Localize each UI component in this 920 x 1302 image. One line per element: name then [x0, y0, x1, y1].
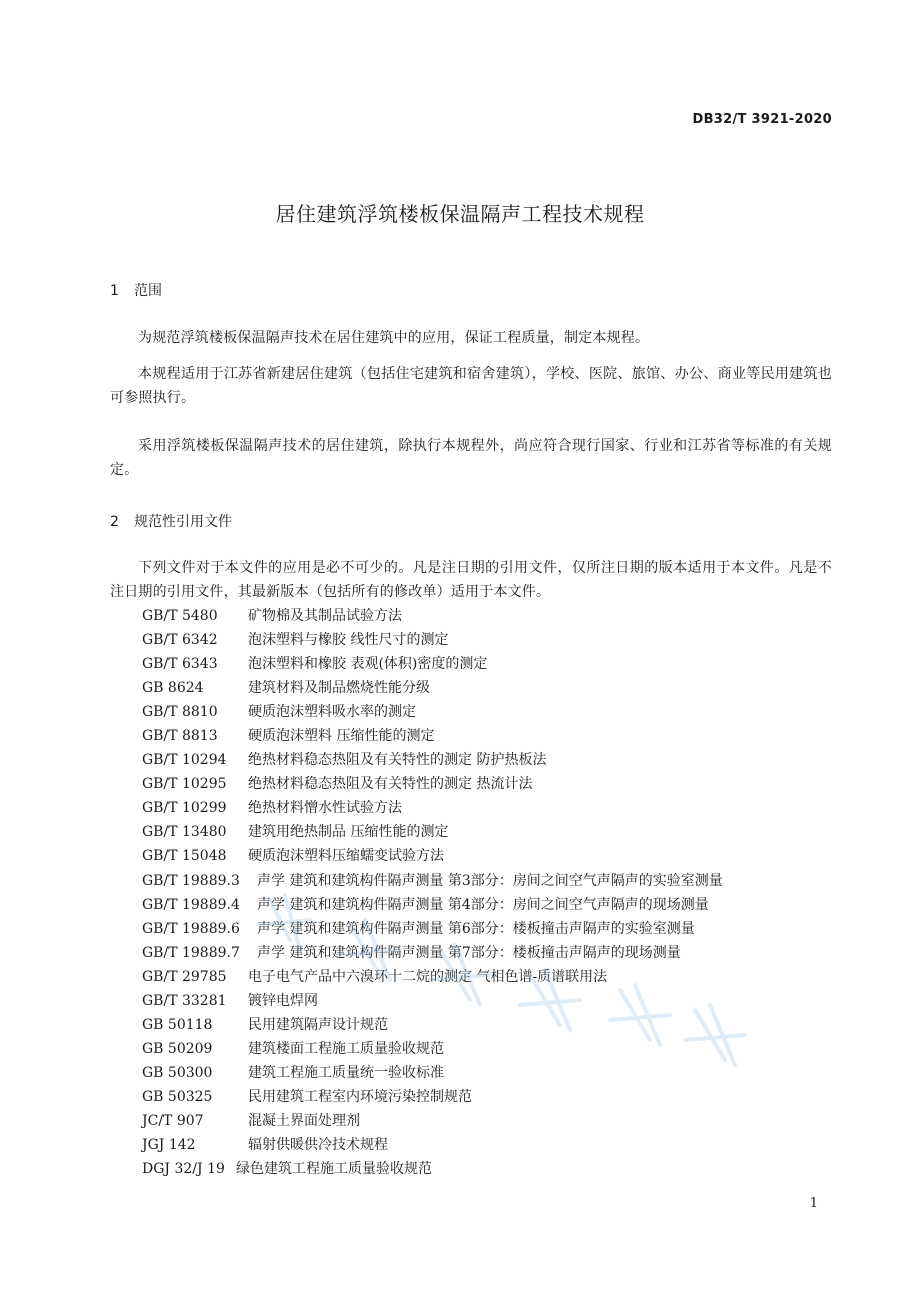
- reference-code: GB 50325: [142, 1088, 213, 1105]
- reference-code: DGJ 32/J 19: [142, 1161, 225, 1178]
- scope-paragraph-1: 为规范浮筑楼板保温隔声技术在居住建筑中的应用，保证工程质量，制定本规程。: [138, 330, 650, 346]
- reference-item: [142, 1061, 723, 1085]
- reference-item: [142, 1109, 723, 1133]
- section-2-title: 规范性引用文件: [134, 514, 232, 530]
- reference-item: [142, 1085, 723, 1109]
- page-number: 1: [809, 1196, 818, 1211]
- reference-item: [142, 676, 723, 700]
- reference-item: [142, 604, 723, 628]
- reference-item: [142, 1013, 723, 1037]
- document-title: 居住建筑浮筑楼板保温隔声工程技术规程: [275, 202, 645, 226]
- reference-item: [142, 1133, 723, 1157]
- reference-code: GB/T 6343: [142, 656, 218, 673]
- reference-item: [142, 652, 723, 676]
- reference-name: 硬质泡沫塑料 压缩性能的测定: [248, 728, 435, 745]
- reference-code: JC/T 907: [142, 1112, 204, 1129]
- reference-code: GB 50118: [142, 1016, 213, 1033]
- reference-item: [142, 772, 723, 796]
- reference-name: 绝热材料稳态热阻及有关特性的测定 热流计法: [248, 776, 533, 793]
- reference-code: GB/T 33281: [142, 992, 227, 1009]
- section-2-number: 2: [110, 514, 119, 530]
- reference-code: GB 50209: [142, 1040, 213, 1057]
- reference-name: 绿色建筑工程施工质量验收规范: [236, 1161, 432, 1178]
- reference-list: [142, 604, 723, 1181]
- standard-code: DB32/T 3921-2020: [692, 112, 832, 127]
- reference-code: GB/T 19889.4: [142, 896, 240, 913]
- reference-name: 民用建筑隔声设计规范: [248, 1016, 388, 1033]
- reference-item: [142, 796, 723, 820]
- references-intro: 下列文件对于本文件的应用是必不可少的。凡是注日期的引用文件，仅所注日期的版本适用于本文件。凡是不注日期的引用文件，其最新版本（包括所有的修改单）适用于本文件。: [110, 560, 832, 600]
- reference-name: 声学 建筑和建筑构件隔声测量 第3部分：房间之间空气声隔声的实验室测量: [257, 872, 723, 889]
- reference-item: [142, 1037, 723, 1061]
- reference-name: 建筑材料及制品燃烧性能分级: [248, 680, 430, 697]
- reference-code: JGJ 142: [142, 1137, 196, 1154]
- reference-name: 建筑用绝热制品 压缩性能的测定: [248, 824, 449, 841]
- reference-name: 建筑工程施工质量统一验收标准: [248, 1064, 444, 1081]
- reference-code: GB/T 10295: [142, 776, 227, 793]
- reference-code: GB/T 13480: [142, 824, 227, 841]
- reference-code: GB/T 10294: [142, 752, 227, 769]
- reference-code: GB/T 15048: [142, 848, 227, 865]
- reference-name: 民用建筑工程室内环境污染控制规范: [248, 1088, 472, 1105]
- reference-item: [142, 748, 723, 772]
- reference-item: [142, 844, 723, 868]
- reference-name: 泡沫塑料与橡胶 线性尺寸的测定: [248, 632, 449, 649]
- reference-item: [142, 724, 723, 748]
- section-1-heading: [110, 280, 162, 300]
- reference-name: 绝热材料稳态热阻及有关特性的测定 防护热板法: [248, 752, 547, 769]
- reference-item: [142, 941, 723, 965]
- reference-item: [142, 700, 723, 724]
- reference-name: 镀锌电焊网: [248, 992, 318, 1009]
- reference-item: [142, 989, 723, 1013]
- reference-code: GB 8624: [142, 680, 204, 697]
- reference-code: GB 50300: [142, 1064, 213, 1081]
- reference-name: 电子电气产品中六溴环十二烷的测定 气相色谱-质谱联用法: [248, 968, 608, 985]
- reference-code: GB/T 6342: [142, 632, 218, 649]
- scope-paragraph-3: 采用浮筑楼板保温隔声技术的居住建筑，除执行本规程外，尚应符合现行国家、行业和江苏省等标准的有关规定。: [110, 438, 832, 478]
- reference-item: [142, 965, 723, 989]
- reference-code: GB/T 8813: [142, 728, 218, 745]
- reference-name: 硬质泡沫塑料吸水率的测定: [248, 704, 416, 721]
- scope-paragraph-2: 本规程适用于江苏省新建居住建筑（包括住宅建筑和宿舍建筑），学校、医院、旅馆、办公、商业等民用建筑也可参照执行。: [110, 366, 832, 406]
- reference-name: 矿物棉及其制品试验方法: [248, 608, 402, 624]
- reference-name: 混凝土界面处理剂: [248, 1112, 360, 1129]
- reference-name: 绝热材料憎水性试验方法: [248, 800, 402, 817]
- section-1-number: 1: [110, 283, 119, 299]
- reference-item: [142, 893, 723, 917]
- section-2-heading: [110, 511, 232, 531]
- section-1-title: 范围: [134, 283, 162, 299]
- reference-item: [142, 869, 723, 893]
- reference-code: GB/T 8810: [142, 704, 218, 721]
- reference-code: GB/T 19889.7: [142, 944, 240, 961]
- reference-item: [142, 628, 723, 652]
- reference-item: [142, 917, 723, 941]
- reference-name: 辐射供暖供冷技术规程: [248, 1137, 388, 1154]
- reference-name: 泡沫塑料和橡胶 表观(体积)密度的测定: [248, 656, 488, 673]
- reference-code: GB/T 29785: [142, 968, 227, 985]
- reference-name: 建筑楼面工程施工质量验收规范: [248, 1040, 444, 1057]
- reference-item: [142, 1157, 723, 1181]
- reference-item: [142, 820, 723, 844]
- reference-code: GB/T 5480: [142, 608, 218, 624]
- reference-name: 声学 建筑和建筑构件隔声测量 第6部分：楼板撞击声隔声的实验室测量: [257, 920, 695, 937]
- reference-name: 硬质泡沫塑料压缩蠕变试验方法: [248, 848, 444, 865]
- reference-code: GB/T 19889.6: [142, 920, 240, 937]
- reference-code: GB/T 19889.3: [142, 872, 240, 889]
- reference-name: 声学 建筑和建筑构件隔声测量 第4部分：房间之间空气声隔声的现场测量: [257, 896, 709, 913]
- reference-name: 声学 建筑和建筑构件隔声测量 第7部分：楼板撞击声隔声的现场测量: [257, 944, 681, 961]
- reference-code: GB/T 10299: [142, 800, 227, 817]
